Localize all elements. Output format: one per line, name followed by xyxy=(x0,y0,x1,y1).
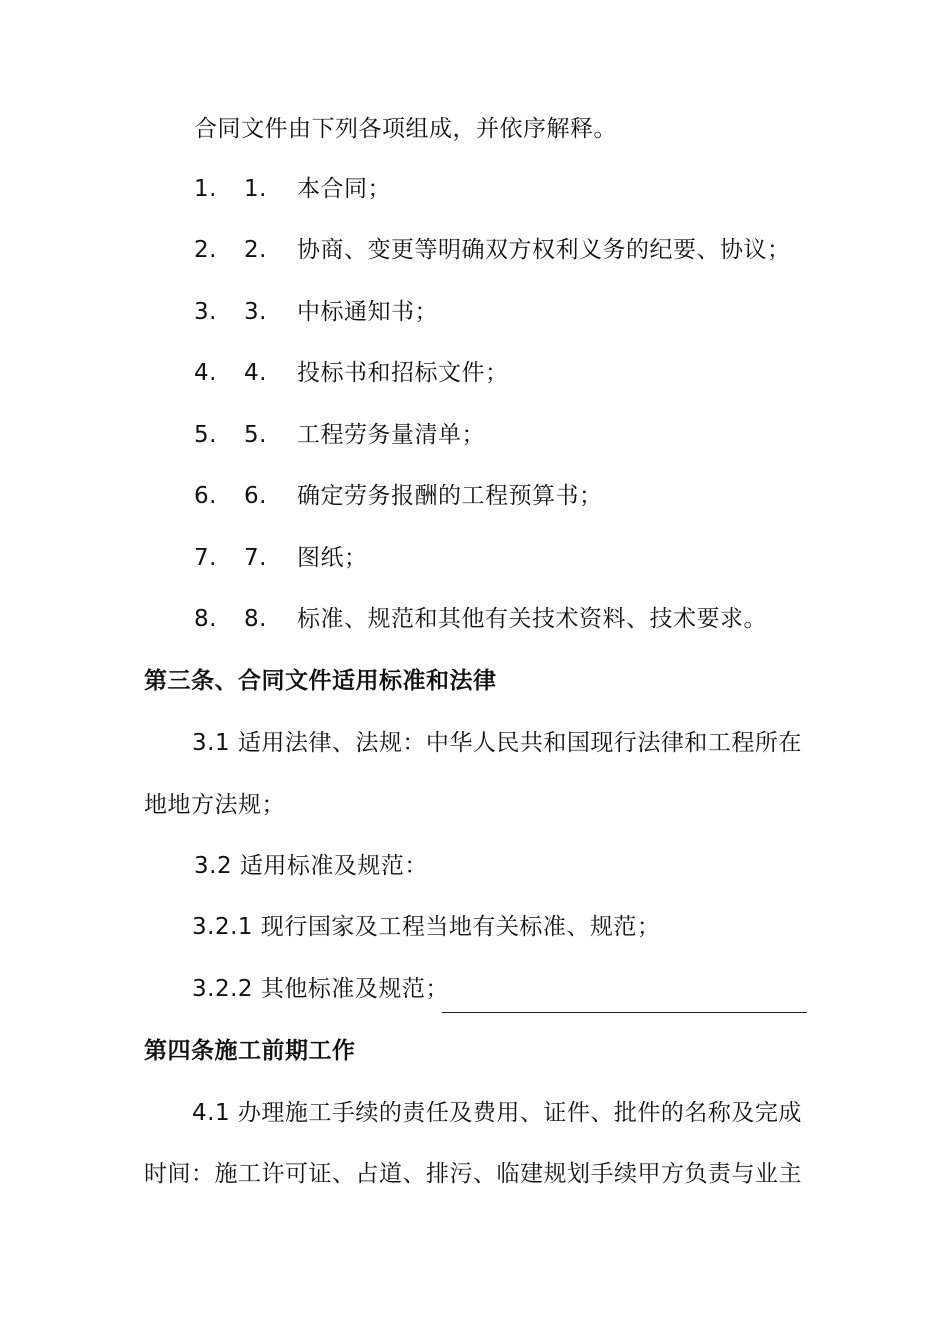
list-number-inner: 2. xyxy=(244,237,267,263)
intro-paragraph: 合同文件由下列各项组成，并依序解释。 xyxy=(194,116,617,142)
list-number-outer: 6. xyxy=(194,483,217,509)
list-item-text: 确定劳务报酬的工程预算书； xyxy=(297,483,603,509)
list-number-inner: 6. xyxy=(244,483,267,509)
list-number-outer: 3. xyxy=(194,299,217,325)
section4-heading: 第四条施工前期工作 xyxy=(144,1038,356,1064)
list-item-text: 协商、变更等明确双方权利义务的纪要、协议； xyxy=(297,237,791,263)
list-item-text: 工程劳务量清单； xyxy=(297,422,485,448)
list-number-inner: 1. xyxy=(244,176,267,202)
list-number-outer: 2. xyxy=(194,237,217,263)
clause-3-2: 3.2 适用标准及规范： xyxy=(194,853,428,879)
clause-4-1-line2: 时间：施工许可证、占道、排污、临建规划手续甲方负责与业主 xyxy=(144,1161,802,1187)
clause-3-1-line2: 地地方法规； xyxy=(144,792,285,818)
list-number-outer: 4. xyxy=(194,360,217,386)
list-number-inner: 5. xyxy=(244,422,267,448)
clause-3-2-2: 3.2.2 其他标准及规范； xyxy=(192,976,449,1002)
list-number-outer: 7. xyxy=(194,545,217,571)
list-item-text: 图纸； xyxy=(297,545,368,571)
section3-heading: 第三条、合同文件适用标准和法律 xyxy=(144,668,497,694)
list-number-outer: 8. xyxy=(194,606,217,632)
clause-3-2-1: 3.2.1 现行国家及工程当地有关标准、规范； xyxy=(192,914,661,940)
fill-in-blank-line xyxy=(442,1012,807,1013)
list-number-inner: 4. xyxy=(244,360,267,386)
list-number-outer: 5. xyxy=(194,422,217,448)
list-item-text: 标准、规范和其他有关技术资料、技术要求。 xyxy=(297,606,767,632)
clause-4-1-line1: 4.1 办理施工手续的责任及费用、证件、批件的名称及完成 xyxy=(192,1100,802,1126)
clause-3-1-line1: 3.1 适用法律、法规：中华人民共和国现行法律和工程所在 xyxy=(192,730,802,756)
list-item-text: 中标通知书； xyxy=(297,299,438,325)
list-number-inner: 8. xyxy=(244,606,267,632)
list-number-inner: 3. xyxy=(244,299,267,325)
list-item-text: 本合同； xyxy=(297,176,391,202)
list-number-outer: 1. xyxy=(194,176,217,202)
list-item-text: 投标书和招标文件； xyxy=(297,360,509,386)
list-number-inner: 7. xyxy=(244,545,267,571)
